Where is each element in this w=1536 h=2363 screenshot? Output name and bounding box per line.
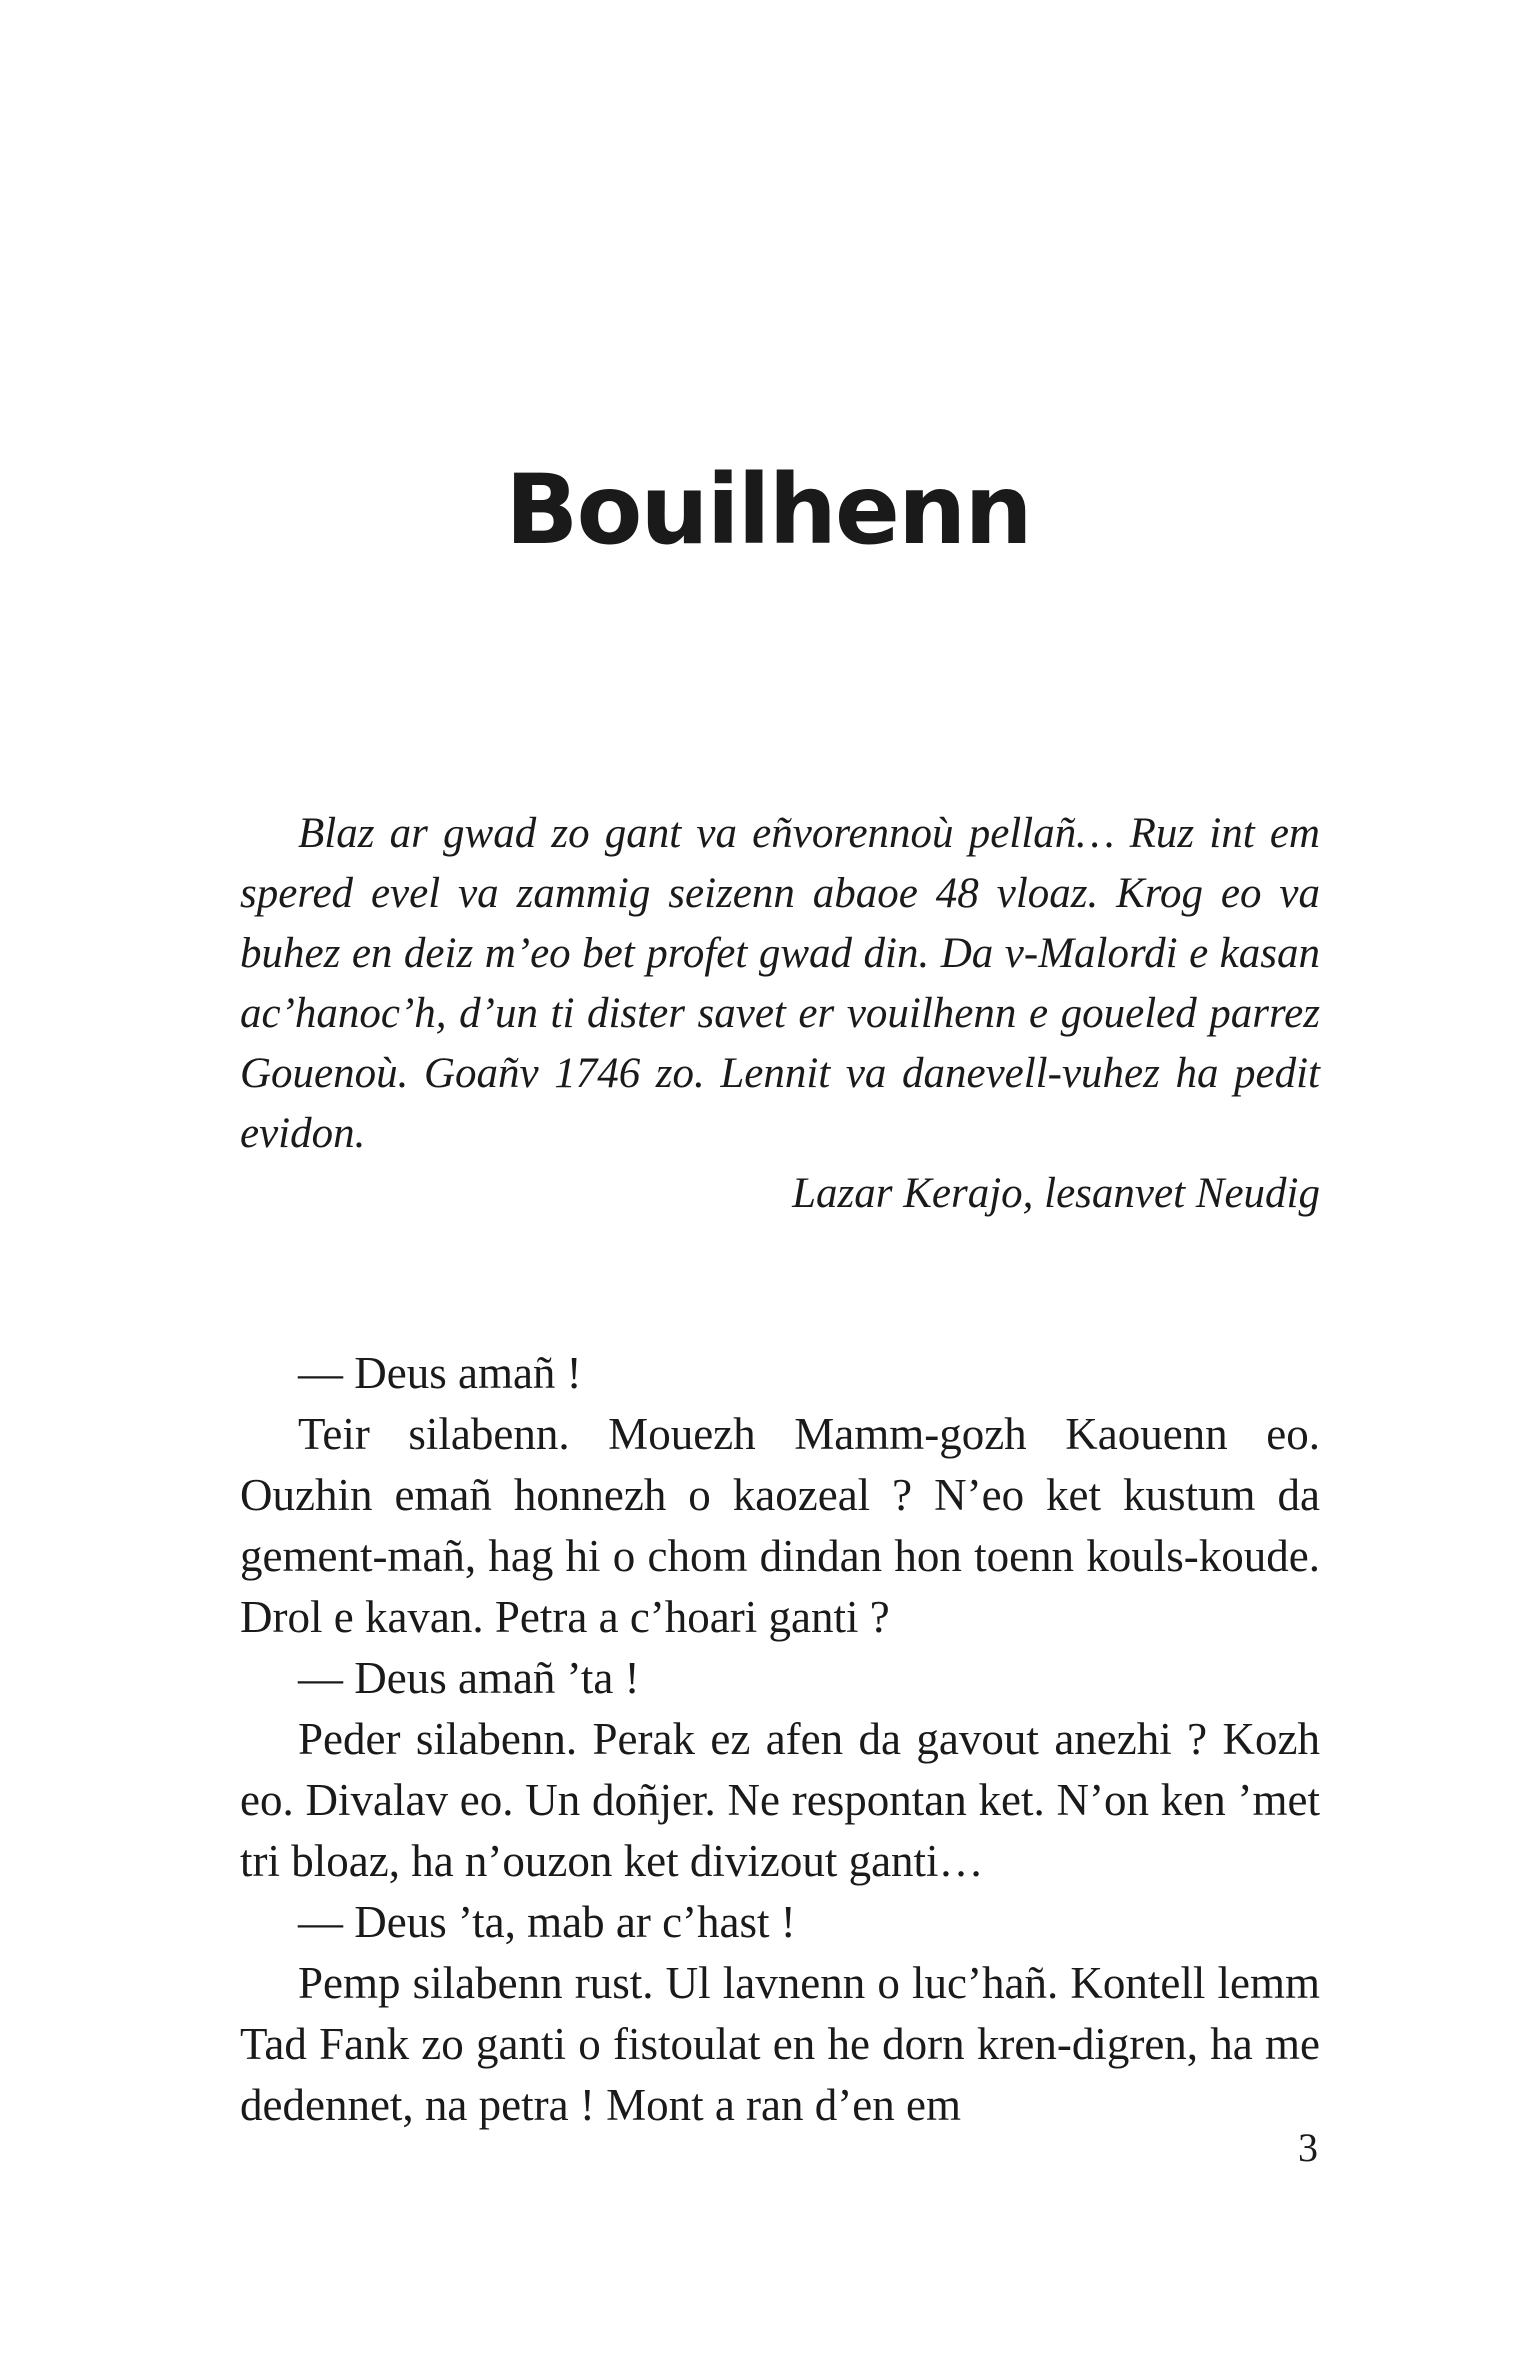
epigraph-text: Blaz ar gwad zo gant va eñvorennoù pellañ… Ruz int em spered evel va zammig seizenn abaoe 48 vloaz. Krog eo va buhez en deiz m’eo bet profet gwad din. Da v-Malordi e kasan ac’hanoc’h, d’un ti dister savet er vouilhenn e goueled parrez Gouenoù. Goañv 1746 zo. Lennit va danevell-vuhez ha pedit evidon. [240,810,1320,1157]
body-text [240,1343,1320,2136]
paragraph: — Deus ’ta, mab ar c’hast ! [298,1897,796,1947]
page-number: 3 [1298,2125,1318,2170]
paragraph: Teir silabenn. Mouezh Mamm-gozh Kaouenn eo. Ouzhin emañ honnezh o kaozeal ? N’eo ket kustum da gement-mañ, hag hi o chom dindan hon toenn kouls-koude. Drol e kavan. Petra a c’hoari ganti ? [240,1409,1320,1642]
paragraph: — Deus amañ ’ta ! [298,1653,640,1703]
epigraph-author: Lazar Kerajo, lesanvet Neudig [792,1170,1320,1217]
epigraph [240,804,1320,1224]
paragraph: — Deus amañ ! [298,1348,582,1398]
chapter-title: Bouilhenn [505,454,1031,566]
paragraph: Pemp silabenn rust. Ul lavnenn o luc’hañ. Kontell lemm Tad Fank zo ganti o fistoulat en he dorn kren-digren, ha me dedennet, na petra ! Mont a ran d’en em [240,1958,1320,2130]
paragraph: Peder silabenn. Perak ez afen da gavout anezhi ? Kozh eo. Divalav eo. Un doñjer. Ne respontan ket. N’on ken ’met tri bloaz, ha n’ouzon ket divizout ganti… [240,1714,1320,1886]
